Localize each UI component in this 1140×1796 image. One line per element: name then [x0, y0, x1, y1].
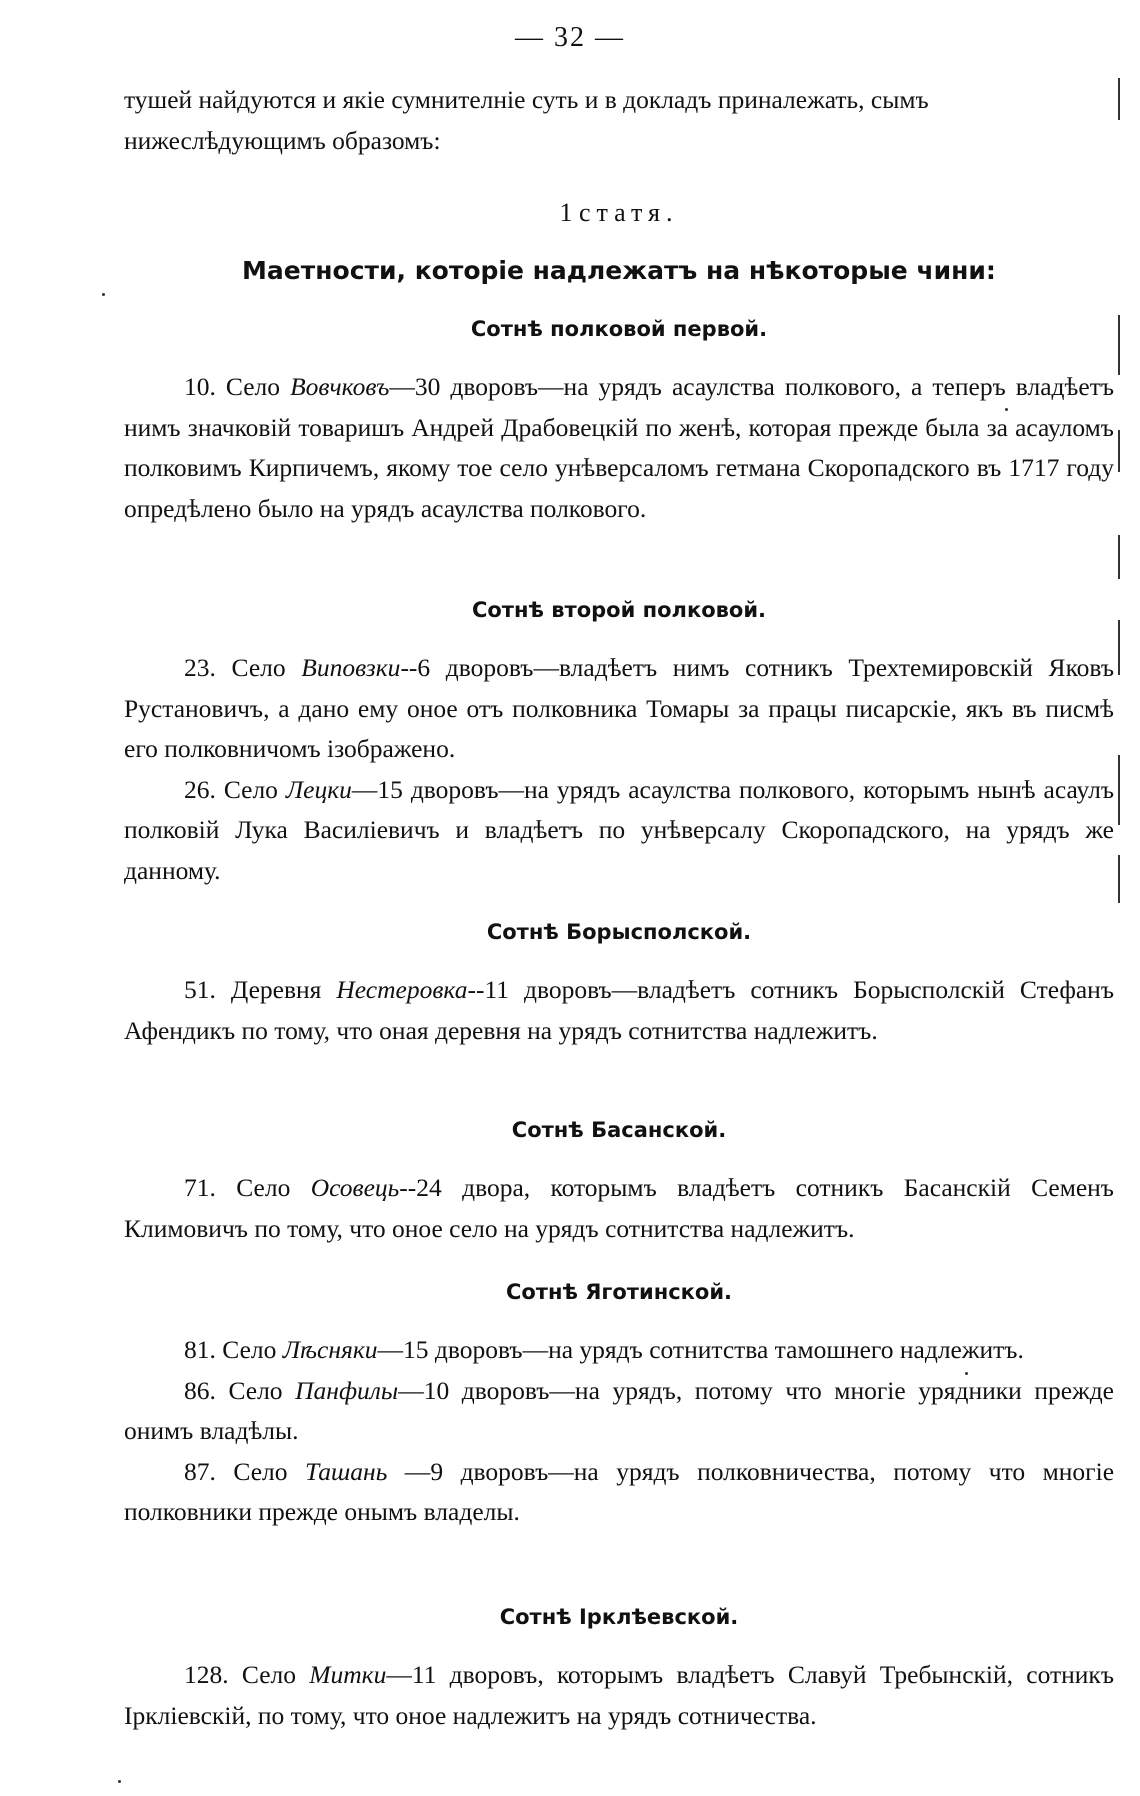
entry-text: 15 дворовъ—на урядъ сотнитства тамошнего надлежитъ. — [403, 1335, 1024, 1364]
entries-block — [124, 1168, 1114, 1249]
scan-speck — [118, 1780, 121, 1783]
entries-block — [124, 1330, 1114, 1533]
entry-kind: Село — [241, 1660, 296, 1689]
entry — [124, 1371, 1114, 1452]
entry-place: Панфилы — [295, 1375, 399, 1405]
entry-number: 81. — [184, 1335, 216, 1364]
section-title: Сотнѣ Ірклѣевской. — [499, 1605, 739, 1629]
margin-line — [1118, 535, 1120, 579]
entries-block — [124, 1655, 1114, 1736]
text-block — [124, 193, 1114, 234]
entries-block — [124, 648, 1114, 891]
entry — [124, 1168, 1114, 1249]
section-title: Сотнѣ полковой первой. — [470, 317, 768, 341]
section-title-block — [124, 309, 1114, 350]
entries-block — [124, 970, 1114, 1051]
entry-place: Нестеровка — [336, 975, 468, 1004]
entry-kind: Деревня — [230, 975, 322, 1004]
text-block — [124, 251, 1114, 292]
entry-place: Вовчковъ — [290, 372, 390, 401]
entry — [124, 1452, 1114, 1533]
entry-number: 51. — [184, 975, 216, 1004]
section-title-block — [124, 1110, 1114, 1151]
statya-word: статя. — [578, 198, 679, 227]
entry-place: Осовець — [310, 1173, 400, 1202]
margin-line — [1118, 755, 1120, 825]
entry-text: 11 дворовъ, которымъ владѣетъ Славуй Требынскій, сотникъ Іркліевскій, по тому, что оное надлежитъ на урядъ сотничества. — [124, 1660, 1115, 1730]
entry-kind: Село — [222, 1335, 277, 1364]
section-title: Сотнѣ второй полковой. — [471, 598, 767, 622]
scan-speck — [102, 293, 105, 296]
entry-separator: — — [387, 1456, 431, 1486]
entry — [124, 367, 1114, 529]
entry-place: Ташань — [305, 1456, 388, 1486]
intro-line-2: нижеслѣдующимъ образомъ: — [124, 125, 441, 155]
section-title: Сотнѣ Яготинской. — [505, 1280, 733, 1304]
entry-kind: Село — [225, 372, 281, 401]
entry-kind: Село — [233, 1456, 288, 1486]
entry — [124, 1330, 1114, 1371]
section-title: Сотнѣ Басанской. — [511, 1118, 727, 1142]
section-title-block — [124, 912, 1114, 953]
entry-text: 11 дворовъ—владѣетъ сотникъ Борысполскій Стефанъ Афендикъ по тому, что оная деревня на урядъ сотнитства надлежитъ. — [124, 975, 1115, 1045]
margin-line — [1118, 315, 1120, 375]
entry-text: 10 дворовъ—на урядъ, потому что многіе урядники прежде онимъ владѣлы. — [124, 1375, 1114, 1445]
entry-kind: Село — [223, 774, 278, 804]
entry-separator: -- — [399, 1173, 417, 1202]
page-number: — 32 — — [515, 22, 625, 53]
entry-text: 30 дворовъ—на урядъ асаулства полкового, а теперъ владѣетъ нимъ значковій товаришъ Андрей Драбовецкій по женѣ, которая прежде была за асауломъ полковимъ Кирпичемъ, якому тое село унѣверсаломъ гетмана Скоропадского въ 1717 году опредѣлено было на урядъ асаулства полкового. — [124, 372, 1115, 523]
entry-place: Лѣсняки — [282, 1335, 378, 1364]
entry-separator: — — [386, 1660, 412, 1689]
entry-separator: — — [377, 1335, 404, 1364]
text-block — [124, 80, 1114, 161]
entry-separator: -- — [400, 653, 418, 682]
intro-paragraph — [124, 80, 1114, 161]
statya-label — [124, 193, 1114, 234]
article-heading: Маетности, которіе надлежатъ на нѣкоторые чини: — [242, 256, 996, 285]
margin-line — [1118, 78, 1120, 120]
entry-kind: Село — [231, 653, 286, 682]
section-title: Сотнѣ Борысполской. — [486, 920, 752, 944]
section-title-block — [124, 590, 1114, 631]
entry-text: 15 дворовъ—на урядъ асаулства полкового, которымъ нынѣ асаулъ полковій Лука Василіевичъ и владѣетъ по унѣверсалу Скоропадского, на урядъ же данному. — [124, 774, 1115, 885]
statya-number: 1 — [559, 198, 573, 227]
entry-text: 6 дворовъ—владѣетъ нимъ сотникъ Трехтемировскій Яковъ Рустановичъ, а дано ему оное отъ полковника Томары за працы писарскіе, якъ въ писмѣ его полковничомъ ізображено. — [124, 653, 1114, 763]
entry — [124, 770, 1114, 892]
entry-separator: — — [398, 1375, 424, 1405]
entry — [124, 970, 1114, 1051]
section-title-block — [124, 1272, 1114, 1313]
entry-kind: Село — [236, 1173, 291, 1202]
entry-number: 23. — [184, 653, 216, 682]
entry-place: Виповзки — [301, 653, 401, 682]
entry-number: 87. — [184, 1456, 216, 1486]
entry-place: Митки — [309, 1660, 387, 1689]
entry — [124, 1655, 1114, 1736]
entries-block — [124, 367, 1114, 529]
entry-place: Лецки — [285, 774, 352, 804]
intro-line-1: тушей найдуются и якіе сумнителніе суть и в докладъ приналежать, сымъ — [124, 85, 929, 114]
margin-line — [1118, 620, 1120, 675]
entry — [124, 648, 1114, 770]
section-title-block — [124, 1597, 1114, 1638]
entry-separator: -- — [467, 975, 485, 1004]
entry-separator: — — [351, 774, 378, 804]
entry-number: 128. — [184, 1660, 229, 1689]
entry-text: 9 дворовъ—на урядъ полковничества, потому что многіе полковники прежде онымъ владелы. — [124, 1456, 1115, 1526]
entry-kind: Село — [228, 1375, 283, 1405]
entry-text: 24 двора, которымъ владѣетъ сотникъ Басанскій Семенъ Климовичъ по тому, что оное село на урядъ сотнитства надлежитъ. — [124, 1173, 1114, 1243]
entry-separator: — — [389, 372, 415, 401]
margin-line — [1118, 855, 1120, 903]
entry-number: 71. — [184, 1173, 216, 1202]
entry-number: 10. — [184, 372, 216, 401]
entry-number: 26. — [184, 774, 216, 804]
margin-line — [1118, 430, 1120, 472]
entry-number: 86. — [184, 1375, 216, 1405]
